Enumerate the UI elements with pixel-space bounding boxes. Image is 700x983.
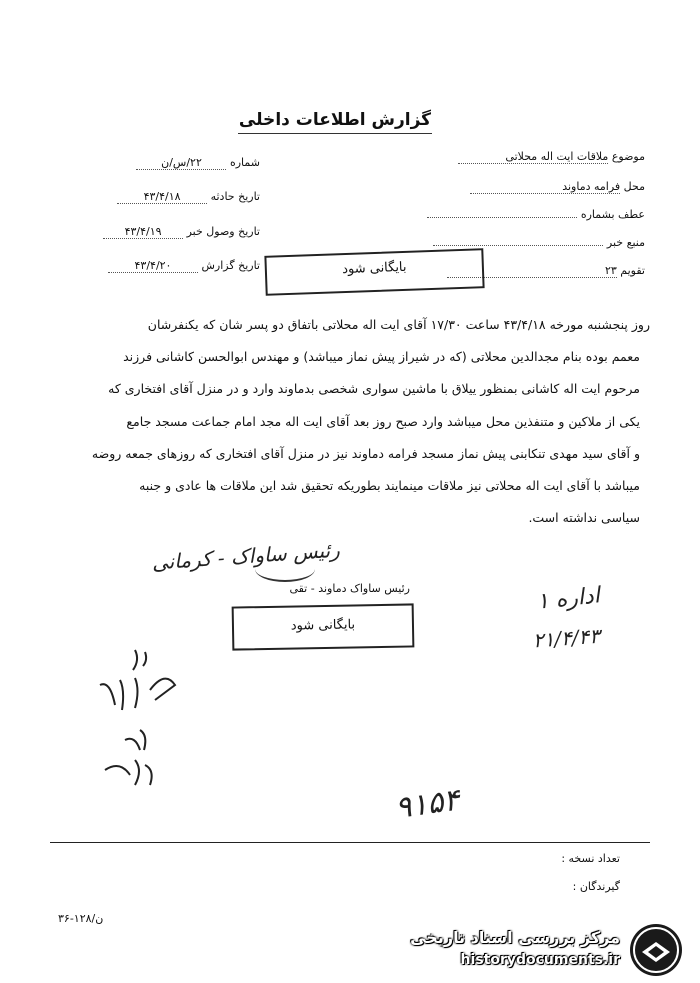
body-line-6: میباشد با آقای ایت اله محلاتی نیز ملاقات مینمایند بطوریکه تحقیق شد این ملاقات ها عادی و جنبه (139, 478, 640, 493)
field-number-label: شماره (229, 156, 260, 169)
field-location-label: محل (623, 180, 645, 193)
field-source-value (433, 245, 603, 246)
field-report-date (55, 259, 260, 273)
handwritten-number: ۹۱۵۴ (393, 782, 462, 827)
brand-url: historydocuments.ir (460, 952, 620, 968)
footer-divider (50, 842, 650, 843)
handwritten-annotations (85, 640, 195, 800)
field-report-date-label: تاریخ گزارش (201, 259, 260, 272)
field-location (400, 180, 645, 194)
brand-name: مرکز بررسی اسناد تاریخی (410, 928, 620, 947)
archive-stamp-top: بایگانی شود (264, 248, 484, 296)
field-received-date-value: ۴۳/۴/۱۹ (103, 225, 183, 239)
body-line-5: و آقای سید مهدی تنکابنی پیش نماز مسجد فرامه دماوند نیز در منزل آقای افتخاری که روزهای جمعه روضه (91, 446, 640, 461)
handwritten-note-left: رئیس ساواک - کرمانی (151, 537, 341, 575)
body-line-7: سیاسی نداشته است. (528, 510, 640, 525)
field-received-date (55, 225, 260, 239)
report-title: گزارش اطلاعات داخلی (238, 110, 432, 130)
field-incident-date-label: تاریخ حادثه (210, 190, 260, 203)
field-subject-label: موضوع (611, 150, 645, 163)
body-line-1: روز پنجشنبه مورخه ۴۳/۴/۱۸ ساعت ۱۷/۳۰ آقای ایت اله محلاتی باتفاق دو پسر شان که یکنفرشان (147, 317, 650, 332)
field-received-date-label: تاریخ وصول خبر (186, 225, 260, 238)
field-calendar-value: ۲۳ (447, 264, 617, 278)
field-reference (400, 208, 645, 221)
signature-scribble (255, 556, 315, 582)
recipients-label: گیرندگان : (572, 880, 620, 893)
field-number-value: ۲۲/س/ن (136, 156, 226, 170)
body-line-3: مرحوم ایت اله کاشانی بمنظور ییلاق با ماشین سواری شخصی بدماوند وارد و در منزل آقای افتخاری که (108, 381, 640, 396)
field-number (55, 156, 260, 170)
brand-logo-icon (628, 922, 684, 978)
field-incident-date (55, 190, 260, 204)
field-reference-value (427, 217, 577, 218)
field-calendar-label: تقویم (620, 264, 645, 277)
form-code: ۳۶-۱۲۸/ن (58, 912, 104, 925)
field-location-value: فرامه دماوند (470, 180, 620, 194)
title-underline (238, 133, 432, 134)
copies-label: تعداد نسخه : (561, 852, 620, 865)
field-subject (400, 150, 645, 164)
signature-label: رئیس ساواک دماوند - تقی (289, 582, 410, 595)
body-line-4: یکی از ملاکین و متنفذین محل میباشد وارد صبح روز بعد آقای ایت اله مجد امام جماعت مسجد جامع (126, 414, 640, 429)
field-incident-date-value: ۴۳/۴/۱۸ (117, 190, 207, 204)
archive-stamp-bottom: بایگانی شود (232, 603, 415, 650)
field-reference-label: عطف بشماره (580, 208, 645, 221)
field-source-label: منبع خبر (606, 236, 645, 249)
handwritten-office: اداره ۱ (535, 583, 601, 615)
field-subject-value: ملاقات ایت اله محلاتی (458, 150, 608, 164)
field-report-date-value: ۴۳/۴/۲۰ (108, 259, 198, 273)
field-source (380, 236, 645, 249)
handwritten-date: ۲۱/۴/۴۳ (531, 623, 601, 653)
body-line-2: معمم بوده بنام مجدالدین محلاتی (که در شیراز پیش نماز میباشد) و مهندس ابوالحسن کاشانی فرزند (123, 349, 640, 364)
